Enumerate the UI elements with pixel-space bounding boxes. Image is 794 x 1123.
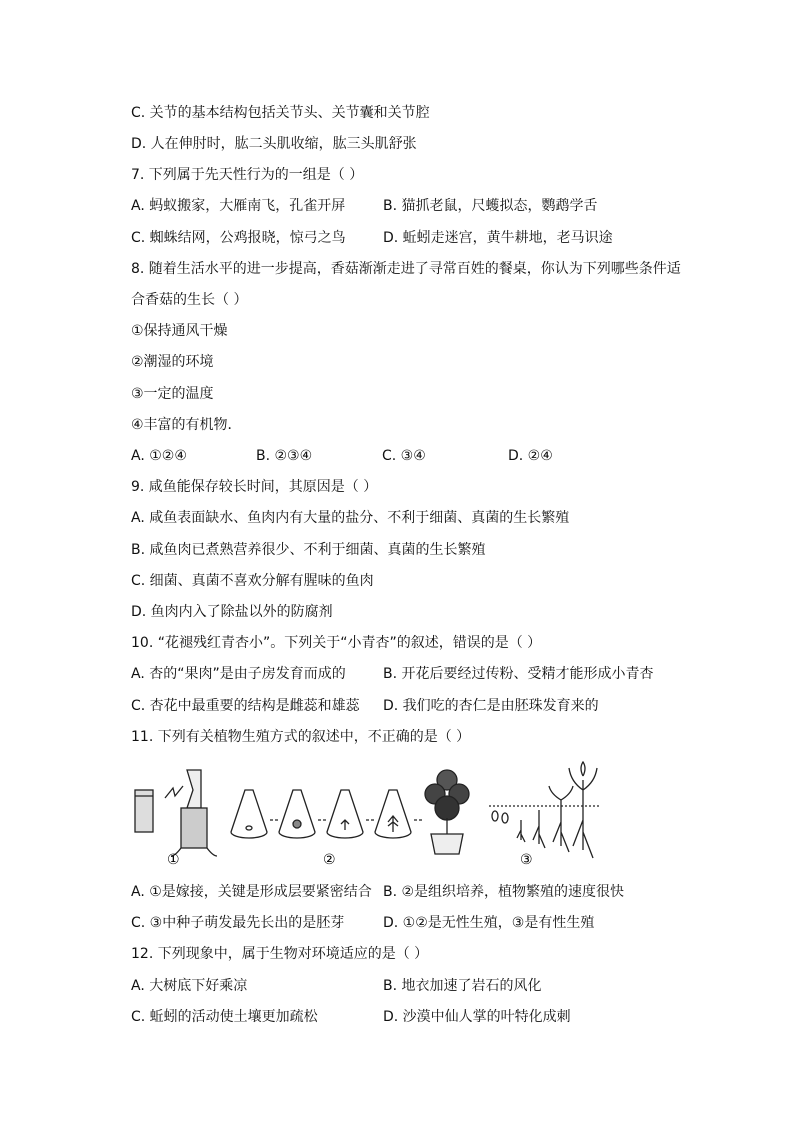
q9-option-b: B. 咸鱼肉已煮熟营养很少、不利于细菌、真菌的生长繁殖 [131, 542, 486, 558]
q10-option-b: B. 开花后要经过传粉、受精才能形成小青杏 [383, 666, 654, 682]
q9-option-c: C. 细菌、真菌不喜欢分解有腥味的鱼肉 [131, 573, 374, 589]
q12-option-d: D. 沙漠中仙人掌的叶特化成刺 [383, 1009, 571, 1025]
q12-option-a: A. 大树底下好乘凉 [131, 978, 248, 994]
q11-option-c: C. ③中种子萌发最先长出的是胚芽 [131, 915, 345, 931]
q10-option-d: D. 我们吃的杏仁是由胚珠发育来的 [383, 698, 599, 714]
q9-stem: 9. 咸鱼能保存较长时间，其原因是（ ） [131, 479, 378, 495]
q6-option-c: C. 关节的基本结构包括关节头、关节囊和关节腔 [131, 105, 430, 121]
q11-stem: 11. 下列有关植物生殖方式的叙述中，不正确的是（ ） [131, 729, 471, 745]
q12-option-b: B. 地衣加速了岩石的风化 [383, 978, 542, 994]
q8-item-1: ①保持通风干燥 [131, 323, 228, 339]
figure-label-1: ① [167, 852, 180, 868]
q9-option-d: D. 鱼肉内入了除盐以外的防腐剂 [131, 604, 333, 620]
q7-option-c: C. 蜘蛛结网，公鸡报晓，惊弓之鸟 [131, 230, 346, 246]
plant-reproduction-figure [125, 760, 605, 868]
q8-item-2: ②潮湿的环境 [131, 354, 214, 370]
q12-option-c: C. 蚯蚓的活动使土壤更加疏松 [131, 1009, 318, 1025]
q7-option-d: D. 蚯蚓走迷宫，黄牛耕地，老马识途 [383, 230, 613, 246]
q7-option-a: A. 蚂蚁搬家，大雁南飞，孔雀开屏 [131, 198, 346, 214]
q11-option-b: B. ②是组织培养，植物繁殖的速度很快 [383, 884, 625, 900]
q8-option-a: A. ①②④ [131, 448, 187, 464]
q8-stem-line1: 8. 随着生活水平的进一步提高，香菇渐渐走进了寻常百姓的餐桌，你认为下列哪些条件适 [131, 261, 681, 277]
q8-option-d: D. ②④ [508, 448, 553, 464]
q11-option-d: D. ①②是无性生殖，③是有性生殖 [383, 915, 595, 931]
q10-stem: 10. “花褪残红青杏小”。下列关于“小青杏”的叙述，错误的是（ ） [131, 635, 542, 651]
q8-option-b: B. ②③④ [256, 448, 313, 464]
q9-option-a: A. 咸鱼表面缺水、鱼肉内有大量的盐分、不利于细菌、真菌的生长繁殖 [131, 510, 570, 526]
q8-item-4: ④丰富的有机物． [131, 417, 242, 433]
q8-option-c: C. ③④ [382, 448, 426, 464]
grafting-illustration [135, 770, 217, 856]
q7-stem: 7. 下列属于先天性行为的一组是（ ） [131, 167, 364, 183]
tissue-culture-illustration [231, 770, 469, 854]
q10-option-a: A. 杏的“果肉”是由子房发育而成的 [131, 666, 346, 682]
q7-option-b: B. 猫抓老鼠，尺蠖拟态，鹦鹉学舌 [383, 198, 598, 214]
q8-item-3: ③一定的温度 [131, 386, 214, 402]
q11-option-a: A. ①是嫁接，关键是形成层要紧密结合 [131, 884, 372, 900]
q10-option-c: C. 杏花中最重要的结构是雌蕊和雄蕊 [131, 698, 360, 714]
figure-label-3: ③ [520, 852, 533, 868]
q12-stem: 12. 下列现象中，属于生物对环境适应的是（ ） [131, 946, 429, 962]
seed-germination-illustration [489, 762, 601, 858]
q6-option-d: D. 人在伸肘时，肱二头肌收缩，肱三头肌舒张 [131, 136, 417, 152]
figure-label-2: ② [323, 852, 336, 868]
q8-stem-line2: 合香菇的生长（ ） [131, 292, 248, 308]
